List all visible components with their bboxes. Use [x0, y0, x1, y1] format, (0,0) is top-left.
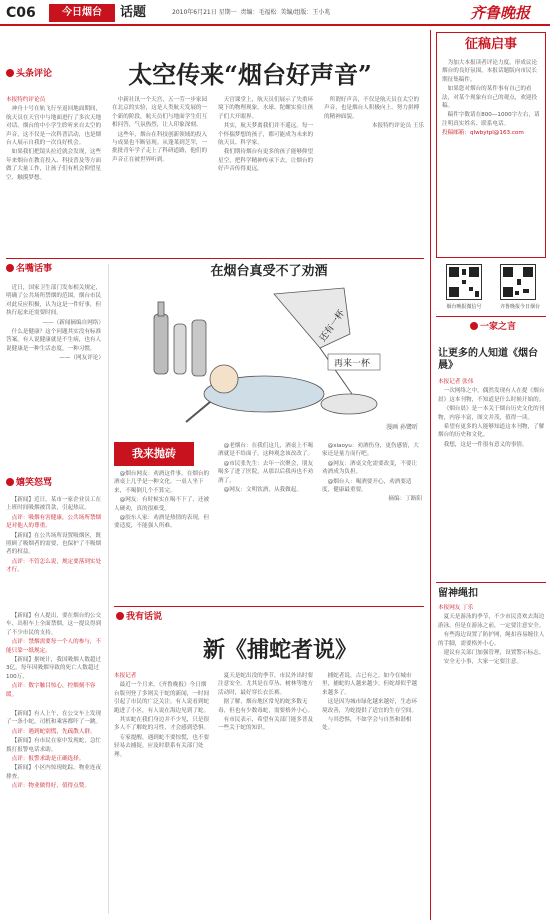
- comment: @市民张先生：去年一次聚会，朋友喝多了进了医院，从那以后我再也不劝酒了。: [218, 460, 314, 484]
- cartoon-drawing: [114, 284, 424, 434]
- comment: @烟台人：喝酒要开心，劝酒要适度，健康最重要。: [322, 478, 412, 494]
- snake-title: 新《捕蛇者说》: [202, 637, 357, 663]
- paragraph: 与其恐惧，不如学会与自然和谐相处。: [322, 717, 412, 732]
- cartoon-credit: 漫画 孙鹭昕: [386, 424, 418, 431]
- bottle-neck: [158, 302, 164, 316]
- byline: 本报网友 丁乐: [438, 605, 474, 611]
- paragraph: 安全无小事，大家一定要注意。: [443, 659, 522, 666]
- author: 本报特约评论员 王乐: [371, 123, 424, 130]
- paragraph: 近日，国家卫生部门发布相关规定，明确了公共场所禁烟的范围。烟台市民对此反应积极，认为这是一件好事，但执行起来还需要时间。: [6, 285, 102, 317]
- comment: 点评：遇到蛇别慌，先疏散人群。: [11, 728, 96, 735]
- news: 【新闻】近日，某市一家企业员工在上班时间吸烟被罚款，引起热议。: [6, 497, 102, 512]
- solicit-body: [442, 59, 540, 255]
- section-name: 话题: [120, 5, 147, 20]
- brick-title: 我来抛砖: [114, 442, 194, 466]
- cartoon: [114, 264, 424, 434]
- bottle: [174, 324, 186, 374]
- brick-col-3: [322, 442, 422, 600]
- drunk-man-head: [210, 365, 238, 393]
- divider: [6, 258, 424, 259]
- divider: [436, 316, 546, 317]
- paragraph: 什么是健康？这个问题其实没有标准答案。有人说健康就是不生病，也有人说健康是一种生活态度，一种习惯。: [6, 329, 102, 352]
- solicit-title: 征稿启事: [464, 37, 517, 52]
- page-header: [0, 0, 550, 26]
- left-column-1: [6, 284, 104, 472]
- comment: @xiaoyu：劝酒伤身，更伤感情，大家还是量力而行吧。: [322, 443, 419, 458]
- paragraph: 天宫课堂上，航天员们展示了失重环境下的物理现象，水球、陀螺实验让孩子们大开眼界。: [218, 97, 314, 120]
- paragraph: 这是因为城市绿化越来越好，生态环境改善，为蛇提供了适宜的生存空间。: [322, 699, 418, 714]
- source: ——（新闻摘编自网络）: [42, 319, 104, 326]
- left-column-4: [6, 710, 104, 918]
- bottle: [154, 314, 168, 374]
- qr-code: [500, 264, 536, 300]
- qr-caption: 齐鲁晚报今日烟台: [499, 304, 540, 310]
- divider: [114, 606, 424, 607]
- paragraph: 夏天是游泳的季节，不少市民喜欢去海边游泳。但是在游泳之前，一定要注意安全。: [438, 614, 545, 629]
- comment: 点评：物业做得好，值得点赞。: [11, 783, 90, 790]
- qr-caption: 烟台晚报微信号: [446, 304, 482, 310]
- dot-icon: [6, 264, 14, 272]
- paragraph: 所谓好声音，不仅是航天员在太空的声音，也是烟台人积极向上、努力拼搏的精神面貌。: [324, 97, 420, 120]
- compiler: 摘编：丁路阳: [388, 496, 422, 503]
- main-title: 太空传来“烟台好声音”: [128, 60, 372, 89]
- paragraph: 如果您对烟台的某件事有自己的看法，对某个现象有自己的观点，欢迎投稿。: [442, 86, 538, 110]
- comment: 点评：禁烟需要每一个人的参与，不能只靠一纸规定。: [6, 639, 102, 654]
- column-rule: [430, 30, 431, 920]
- issue-date: 2010年6月21日 星期一 责编：毛福松 美编/组版：王小兆: [172, 9, 331, 16]
- lead-column: [6, 96, 106, 246]
- tag-one-voice: 一家之言: [470, 322, 516, 333]
- byline: 本报记者: [114, 673, 137, 679]
- paragraph: 我想，这是一件很有意义的事情。: [443, 441, 528, 448]
- paragraph: 如果我们把镜头拉近就会发现，这些年来烟台在教育投入、科技普及等方面做了大量工作，让孩子们有机会仰望星空、触摸梦想。: [6, 149, 102, 181]
- label-another: 再来一杯: [334, 359, 371, 369]
- newspaper-logo: 齐鲁晚报: [470, 4, 531, 22]
- channel-badge: 今日烟台: [49, 4, 115, 22]
- article-body: [438, 604, 546, 920]
- tag-pundit: 名嘴话事: [6, 264, 52, 275]
- paragraph: 捕蛇者说，古已有之。如今在城市里，捕蛇的人越来越少，但蛇却似乎越来越多了。: [322, 673, 418, 696]
- brick-col-2: [218, 442, 314, 600]
- dot-icon: [116, 612, 124, 620]
- paragraph: 夏天是蛇出没的季节，市民外出时要注意安全。尤其是在草丛、树林等地方活动时，最好穿长衣长裤。: [218, 673, 314, 696]
- bottle: [192, 320, 206, 376]
- paragraph: 神舟十号在轨飞行至返回地面期间，航天员在天宫中与地面进行了多次天地对话。烟台的中小学生聆听来自太空的声音，这不仅是一次科普活动，也是烟台人展示自我的一次良好机会。: [6, 106, 102, 147]
- qr-code: [446, 264, 482, 300]
- dot-icon: [470, 322, 478, 330]
- dot-icon: [6, 478, 14, 486]
- glass-base: [321, 394, 377, 414]
- article-body: [438, 378, 546, 576]
- news: 【新闻】有人上午，在公交车上发现了一条小蛇，司机和乘客都吓了一跳。: [6, 711, 102, 726]
- snake-col-1: [114, 672, 210, 920]
- paragraph: 为加大本报读者评论力度，形成议论烟台的良好氛围，本报话题版向市民长期征集稿件。: [442, 60, 538, 83]
- column-c: [218, 96, 318, 246]
- comment: @网友：文明饮酒，从我做起。: [223, 487, 302, 494]
- paragraph: 其实，航天梦离我们并不遥远。每一个怀揣梦想的孩子，都可能成为未来的航天员、科学家。: [218, 123, 314, 147]
- solicit-box: [436, 32, 546, 258]
- dot-icon: [6, 69, 14, 77]
- article-title: 让更多的人知道《烟台晨》: [438, 348, 538, 371]
- column-d: [324, 96, 424, 246]
- paragraph: 稿件字数请在800—1000字左右，请注明真实姓名、联系电话。: [442, 112, 540, 127]
- byline: 本报特约评论员: [6, 97, 46, 103]
- paragraph: 中新社讯一个天宫，五一劳一步家园在北京的实验，这是人类航天发展的一个新的阶段，航天员们与地面学生们互相问答，气氛热烈，让人印象深刻。: [112, 97, 208, 129]
- cartoon-title: 在烟台真受不了劝酒: [210, 264, 328, 279]
- qr-icon: [447, 265, 481, 299]
- news: 【新闻】有市民在家中发现蛇，急忙拨打报警电话求助。: [6, 738, 102, 753]
- comment: @老烟台：在我们这儿，酒桌上不喝酒就是不给面子，这种观念该改改了。: [218, 443, 314, 458]
- paragraph: 有些海边设置了防护网，绳扣容易缠住人的手脚，需要格外小心。: [438, 632, 545, 647]
- comment: @胶东人家：劝酒是热情的表现，但要适度，不能强人所难。: [114, 515, 210, 530]
- left-column-3: [6, 612, 104, 702]
- comment: 点评：不管怎么说，规定要落到实处才行。: [6, 558, 102, 574]
- news: 【新闻】据统计，我国吸烟人数超过3亿，每年因吸烟导致的死亡人数超过100万。: [6, 657, 102, 680]
- paragraph: 有市民表示，希望有关部门能多普及一些关于蛇的知识。: [218, 717, 314, 732]
- qr-icon: [501, 265, 535, 299]
- snake-col-3: [322, 672, 422, 920]
- submission-email: 投稿邮箱：qlwbytpl@163.com: [442, 130, 524, 137]
- paragraph: 据了解，烟台地区常见的蛇多数无毒，但也有少数毒蛇，需要格外小心。: [218, 699, 314, 714]
- news: 【新闻】小区内惊现蛇踪，物业连夜排查。: [6, 765, 102, 780]
- comment: 点评：吸烟有害健康，公共场所禁烟是对他人的尊重。: [6, 514, 102, 530]
- paragraph: 这些年，烟台在科技创新领域的投入与成果也不断显现。从蓬莱到芝罘，一批批青年学子走上了科研道路，他们的声音正在被世界听到。: [112, 131, 208, 163]
- comment: @网友：有时候实在喝不下了，还被人硬劝，真的很难受。: [114, 497, 210, 512]
- article-title: 留神绳扣: [438, 588, 478, 599]
- tag-headline-comment: 头条评论: [6, 69, 52, 80]
- paragraph: 一次网络之中，偶然发现有人在提《烟台晨》这本刊物，不知道是什么时候开始的。: [438, 388, 545, 403]
- paragraph: 我们期待烟台有更多的孩子能够仰望星空，把科学精神传承下去，让烟台的好声音传得更远。: [218, 149, 314, 173]
- paragraph: 希望有更多的人能够知道这本刊物，了解烟台的历史和文化。: [438, 424, 545, 439]
- paragraph: 建议有关部门加强管理，设置警示标志。: [443, 650, 545, 657]
- drunk-man-arm: [186, 402, 210, 422]
- comment: @网友：酒桌文化需要改变，不要让劝酒成为负担。: [322, 460, 418, 476]
- paragraph: 其实蛇在我们身边并不少见，只是很多人不了解蛇的习性，才会感到恐惧。: [114, 717, 210, 732]
- news: 【新闻】有人提出，要在烟台的公交车、出租车上全面禁烟，这一提议得到了不少市民的支持。: [6, 613, 102, 636]
- paragraph: 专家提醒，遇到蛇不要惊慌，也不要轻易去捕捉，应及时联系有关部门处理。: [114, 734, 210, 758]
- snake-col-2: [218, 672, 314, 920]
- page-number: C06: [6, 5, 36, 21]
- label-one-more: 还有一杯: [318, 308, 348, 344]
- brick-col-1: [114, 470, 210, 600]
- left-column-2: [6, 496, 104, 608]
- tag-my-say: 我有话说: [116, 612, 162, 623]
- paragraph: 最近一个月来，《齐鲁晚报》今日烟台版刊登了多则关于蛇的新闻，一时间引起了市民的广泛关注。有人说看到蛇跑进了小区，有人说在海边见到了蛇。: [114, 682, 210, 714]
- comment: 点评：数字触目惊心，控烟刻不容缓。: [6, 683, 96, 698]
- news: 【新闻】在公共场所设置吸烟区，既照顾了吸烟者的需要，也保护了不吸烟者的权益。: [6, 532, 102, 556]
- column-rule: [108, 264, 109, 914]
- source: ——（网友评论）: [59, 355, 104, 362]
- column-b: [112, 96, 212, 246]
- paragraph: 《烟台晨》是一本关于烟台历史文化的刊物，内容丰富，图文并茂，值得一读。: [438, 406, 545, 421]
- comment: @烟台网友：劝酒这件事，在烟台的酒桌上几乎是一种文化。一桌人坐下来，不喝倒几个不算完。: [114, 471, 210, 494]
- comment: 点评：报警求助是正确选择。: [11, 756, 85, 763]
- divider: [436, 582, 546, 583]
- byline: 本报记者 张伟: [438, 379, 474, 385]
- tag-satire: 嬉笑怒骂: [6, 478, 52, 489]
